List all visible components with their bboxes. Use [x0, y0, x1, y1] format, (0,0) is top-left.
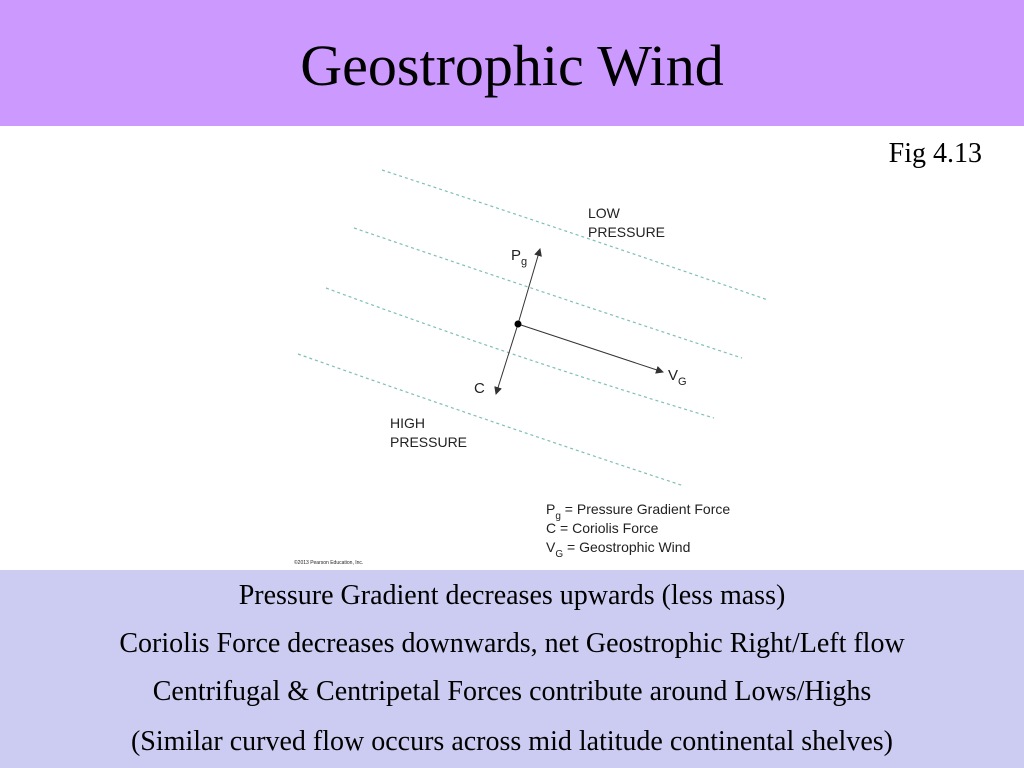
high-pressure-label: HIGH — [390, 415, 425, 431]
isobar-1 — [382, 170, 768, 300]
geostrophic-wind-arrow — [518, 324, 663, 372]
low-pressure-label-line2: PRESSURE — [588, 224, 666, 240]
note-line-3: Centrifugal & Centripetal Forces contribute around Lows/Highs — [152, 676, 872, 707]
figure-reference: Fig 4.13 — [888, 138, 982, 169]
legend-c: C = Coriolis Force — [546, 520, 659, 536]
c-vector-label: C — [474, 380, 485, 397]
legend-vg: $V_G$ = Geostrophic Wind — [546, 539, 691, 560]
vg-vector-label: $V_G$ — [668, 367, 687, 388]
note-line-2: Coriolis Force decreases downwards, net Geostrophic Right/Left flow — [119, 628, 905, 659]
pg-vector-label: $P_g$ — [511, 247, 528, 268]
high-pressure-label-line2: PRESSURE — [390, 434, 468, 450]
copyright-notice: ©2013 Pearson Education, Inc. — [294, 560, 364, 566]
note-line-4: (Similar curved flow occurs across mid latitude continental shelves) — [130, 726, 893, 757]
parcel-point — [515, 321, 522, 328]
isobar-2 — [354, 228, 742, 358]
geostrophic-wind-diagram — [270, 150, 790, 570]
slide-title: Geostrophic Wind — [300, 33, 724, 98]
isobar-4 — [298, 354, 684, 486]
low-pressure-label: LOW — [588, 205, 620, 221]
isobar-3 — [326, 288, 714, 418]
coriolis-arrow — [496, 324, 518, 394]
legend-pg: $P_g$ = Pressure Gradient Force — [546, 501, 731, 522]
note-line-1: Pressure Gradient decreases upwards (less mass) — [238, 580, 786, 611]
